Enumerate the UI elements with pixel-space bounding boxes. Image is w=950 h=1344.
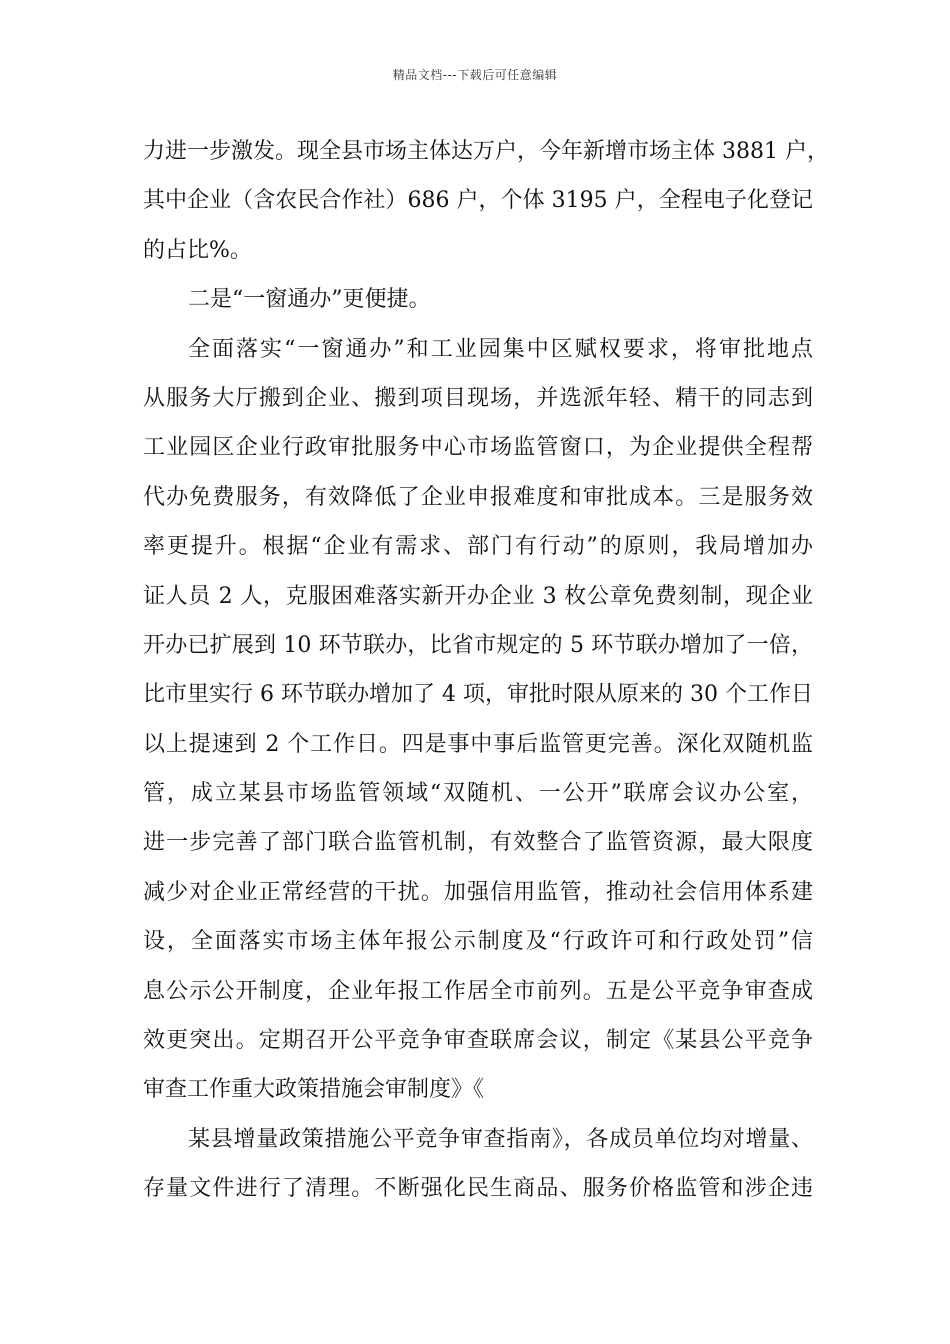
text-line: 力进一步激发。现全县市场主体达万户，今年新增市场主体 3881 户，: [143, 139, 829, 164]
text-line: 率更提升。根据“企业有需求、部门有行动”的原则，我局增加办: [143, 534, 813, 560]
text-line: 某县增量政策措施公平竞争审查指南》，各成员单位均对增量、: [188, 1126, 813, 1152]
text-line: 从服务大厅搬到企业、搬到项目现场，并选派年轻、精干的同志到: [143, 385, 813, 411]
text-line: 工业园区企业行政审批服务中心市场监管窗口，为企业提供全程帮: [143, 435, 813, 461]
text-line: 审查工作重大政策措施会审制度》《: [143, 1077, 485, 1103]
document-body: [143, 129, 829, 1216]
page-header: 精品文档---下载后可任意编辑: [392, 68, 558, 82]
text-line: 以上提速到 2 个工作日。四是事中事后监管更完善。深化双随机监: [143, 731, 813, 757]
text-line: 效更突出。定期召开公平竞争审查联席会议，制定《某县公平竞争: [143, 1028, 813, 1054]
text-line: 其中企业（含农民合作社）686 户，个体 3195 户，全程电子化登记: [143, 188, 813, 214]
text-line: 开办已扩展到 10 环节联办，比省市规定的 5 环节联办增加了一倍，: [143, 632, 813, 658]
text-line: 全面落实“一窗通办”和工业园集中区赋权要求，将审批地点: [188, 336, 813, 362]
section-heading: 二是“一窗通办”更便捷。: [188, 287, 431, 313]
text-line: 证人员 2 人，克服困难落实新开办企业 3 枚公章免费刻制，现企业: [143, 583, 813, 609]
text-line: 设，全面落实市场主体年报公示制度及“行政许可和行政处罚”信: [143, 929, 813, 955]
text-line: 的占比%。: [143, 237, 252, 263]
text-line: 管，成立某县市场监管领域“双随机、一公开”联席会议办公室，: [143, 781, 813, 807]
text-line: 代办免费服务，有效降低了企业申报难度和审批成本。三是服务效: [143, 484, 813, 510]
text-line: 减少对企业正常经营的干扰。加强信用监管，推动社会信用体系建: [143, 879, 813, 905]
text-line: 存量文件进行了清理。不断强化民生商品、服务价格监管和涉企违: [143, 1176, 813, 1202]
text-line: 比市里实行 6 环节联办增加了 4 项，审批时限从原来的 30 个工作日: [143, 682, 813, 708]
text-line: 息公示公开制度，企业年报工作居全市前列。五是公平竞争审查成: [143, 978, 813, 1004]
text-line: 进一步完善了部门联合监管机制，有效整合了监管资源，最大限度: [143, 830, 813, 856]
